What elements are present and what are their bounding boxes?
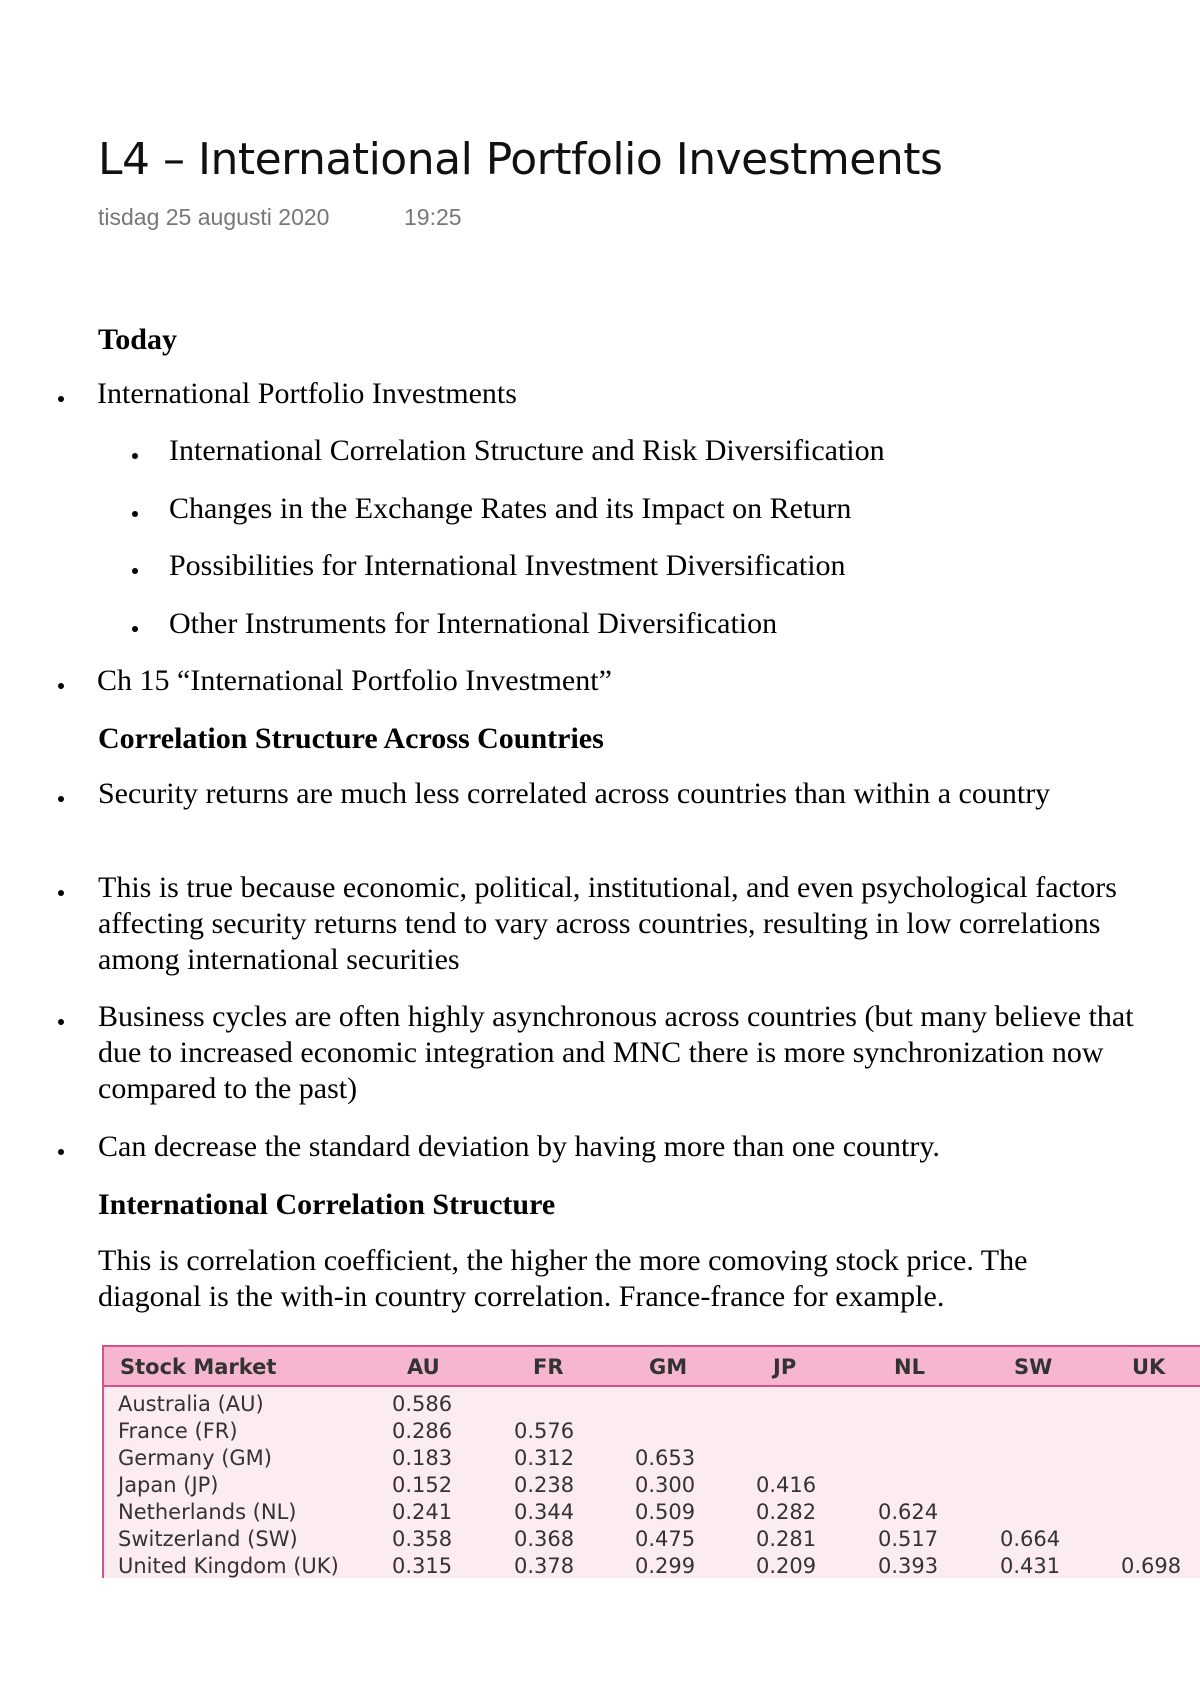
table-cell: 0.576	[514, 1419, 575, 1443]
table-header-row	[104, 1345, 1200, 1387]
table-cell: 0.378	[514, 1554, 575, 1578]
list-item: Ch 15 “International Portfolio Investment”	[97, 664, 612, 697]
table-cell: 0.664	[1000, 1527, 1061, 1551]
table-cell: 0.299	[635, 1554, 696, 1578]
table-cell: 0.300	[635, 1473, 696, 1497]
list-item: Security returns are much less correlated across countries than within a country	[98, 777, 1051, 810]
section-heading-structure: International Correlation Structure	[98, 1188, 556, 1221]
table-cell: 0.368	[514, 1527, 575, 1551]
table-row-label: Germany (GM)	[118, 1446, 272, 1470]
table-cell: 0.286	[392, 1419, 453, 1443]
table-row-label: Switzerland (SW)	[118, 1527, 298, 1551]
list-item: Other Instruments for International Diversification	[169, 607, 778, 640]
table-cell: 0.152	[392, 1473, 453, 1497]
table-cell: 0.586	[392, 1392, 453, 1416]
list-item: This is true because economic, political, institutional, and even psychological factors affecting security returns tend to vary across countries, resulting in low correlations among international securities	[98, 871, 1117, 976]
table-cell: 0.475	[635, 1527, 696, 1551]
table-cell: 0.517	[878, 1527, 939, 1551]
column-header: JP	[773, 1355, 797, 1379]
list-item: Can decrease the standard deviation by having more than one country.	[98, 1130, 940, 1163]
note-title[interactable]: L4 – International Portfolio Investments	[98, 134, 943, 185]
bullet-icon	[58, 683, 66, 691]
table-cell: 0.241	[392, 1500, 453, 1524]
table-cell: 0.315	[392, 1554, 453, 1578]
table-cell: 0.509	[635, 1500, 696, 1524]
bullet-icon	[132, 511, 140, 519]
note-date: tisdag 25 augusti 2020	[98, 204, 330, 230]
bullet-icon	[132, 568, 140, 576]
list-item: Business cycles are often highly asynchronous across countries (but many believe that due to increased economic integration and MNC there is more synchronization now compared to the past)	[98, 1000, 1134, 1105]
table-cell: 0.209	[756, 1554, 817, 1578]
table-row-label: United Kingdom (UK)	[118, 1554, 339, 1578]
column-header: NL	[894, 1355, 925, 1379]
structure-description: This is correlation coefficient, the higher the more comoving stock price. The diagonal is the with-in country correlation. France-france for example.	[98, 1244, 1028, 1313]
column-header: AU	[407, 1355, 440, 1379]
bullet-icon	[132, 453, 140, 461]
note-time: 19:25	[404, 204, 462, 230]
bullet-icon	[58, 396, 66, 404]
table-cell: 0.238	[514, 1473, 575, 1497]
table-cell: 0.393	[878, 1554, 939, 1578]
column-header: UK	[1132, 1355, 1166, 1379]
table-row-label: Australia (AU)	[118, 1392, 264, 1416]
table-cell: 0.312	[514, 1446, 575, 1470]
table-cell: 0.653	[635, 1446, 696, 1470]
table-cell: 0.416	[756, 1473, 817, 1497]
list-item: Changes in the Exchange Rates and its Impact on Return	[169, 492, 852, 525]
bullet-icon	[58, 890, 66, 898]
table-row-label: France (FR)	[118, 1419, 238, 1443]
column-header: FR	[533, 1355, 564, 1379]
section-heading-correlation: Correlation Structure Across Countries	[98, 722, 604, 755]
section-heading-today: Today	[98, 323, 177, 356]
list-item: International Correlation Structure and Risk Diversification	[169, 434, 885, 467]
table-cell: 0.344	[514, 1500, 575, 1524]
list-item: Possibilities for International Investment Diversification	[169, 549, 846, 582]
column-header: GM	[649, 1355, 688, 1379]
bullet-icon	[58, 1149, 66, 1157]
table-cell: 0.624	[878, 1500, 939, 1524]
bullet-icon	[132, 626, 140, 634]
table-cell: 0.281	[756, 1527, 817, 1551]
table-cell: 0.183	[392, 1446, 453, 1470]
bullet-icon	[58, 796, 66, 804]
column-header: Stock Market	[120, 1355, 277, 1379]
list-item: International Portfolio Investments	[97, 377, 517, 410]
table-row-label: Japan (JP)	[118, 1473, 219, 1497]
table-cell: 0.358	[392, 1527, 453, 1551]
table-cell: 0.431	[1000, 1554, 1061, 1578]
correlation-table[interactable]	[102, 1345, 1200, 1578]
column-header: SW	[1014, 1355, 1053, 1379]
bullet-icon	[58, 1019, 66, 1027]
table-row-label: Netherlands (NL)	[118, 1500, 297, 1524]
table-cell: 0.282	[756, 1500, 817, 1524]
table-cell: 0.698	[1121, 1554, 1182, 1578]
